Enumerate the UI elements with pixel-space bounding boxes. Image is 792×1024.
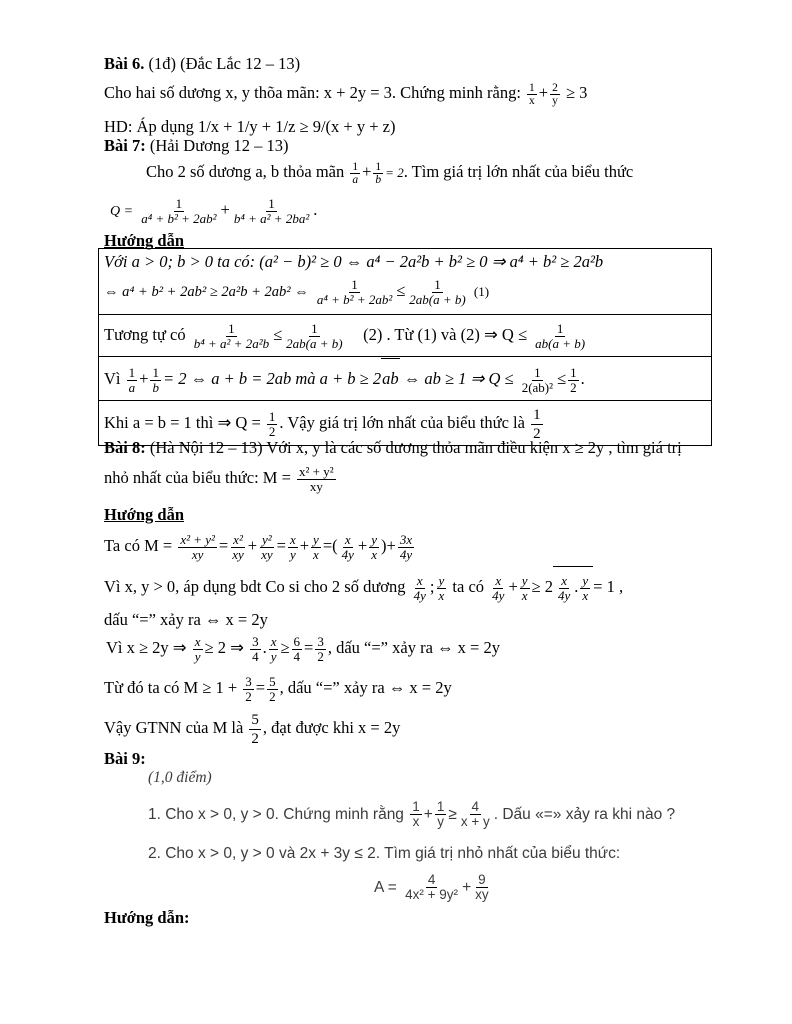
- line-text: , đạt được khi x = 2y: [262, 718, 401, 737]
- bai8-line1: Ta có M = $\frac{\text{x² + y²}}{xy}$ = $\frac{\text{x²}}{xy}$ + $\frac{\text{y²}}{xy}$ = $\frac{x}{y}$ + $\frac{y}{x}$ =( $\frac{x}{4y}$ + $\frac{y}{x}$ )+ $\frac{3x}{4y}$: [104, 531, 413, 562]
- fraction: [459, 800, 492, 829]
- numerator: y: [438, 572, 445, 588]
- numerator: x: [561, 572, 567, 588]
- operator: ≤: [273, 325, 283, 344]
- fraction: [150, 366, 161, 395]
- bai7-expression-q: Q = $\frac{1}{\text{a⁴ + b² + 2ab²}}$ + $\frac{1}{\text{b⁴ + a² + 2ba²}}$ .: [110, 195, 318, 226]
- numerator: x² + y²: [180, 531, 215, 547]
- fraction: [403, 873, 460, 902]
- numerator: 1: [556, 320, 564, 336]
- table-divider: [98, 400, 712, 401]
- fraction: [527, 82, 537, 107]
- denominator: b: [375, 173, 382, 186]
- numerator: x: [194, 633, 201, 649]
- numerator: y: [371, 531, 378, 547]
- denominator: a⁴ + b² + 2ab²: [141, 210, 217, 226]
- fraction: [398, 533, 414, 562]
- denominator: 2: [570, 379, 577, 395]
- denominator: 4y: [399, 546, 413, 562]
- numerator: 5: [251, 711, 259, 728]
- denominator: ab(a + b): [535, 335, 586, 351]
- bai7-heading: [104, 136, 289, 156]
- fraction: [520, 366, 555, 395]
- numerator: y²: [262, 531, 272, 547]
- bai6-statement-text: Cho hai số dương x, y thõa mãn: x + 2y = 3. Chứng minh rằng:: [104, 83, 521, 102]
- denominator: y: [270, 648, 277, 664]
- denominator: b: [152, 379, 159, 395]
- operator: ≤: [557, 369, 567, 388]
- fraction: [292, 635, 303, 664]
- denominator: x: [371, 546, 378, 562]
- fraction: [250, 635, 261, 664]
- fraction: [315, 278, 394, 307]
- numerator: 1: [268, 408, 276, 424]
- denominator: 2: [251, 730, 259, 747]
- fraction: [369, 533, 379, 562]
- numerator: x²: [233, 531, 243, 547]
- fraction: [407, 278, 467, 307]
- bai9-expression-a: A = $\frac{4}{\text{4x² + 9y²}}$ + $\frac{9}{xy}$: [374, 872, 489, 903]
- fraction: [259, 533, 275, 562]
- denominator: 4y: [557, 587, 571, 603]
- numerator: 3: [252, 633, 259, 649]
- sqrt-expression: $\frac{x}{4y}$ . $\frac{y}{x}$: [553, 566, 593, 607]
- line-text: 1. Cho x > 0, y > 0. Chứng minh rằng: [148, 806, 404, 823]
- numerator: 1: [152, 364, 159, 380]
- numerator: 1: [351, 276, 358, 292]
- a-label: A =: [374, 879, 397, 896]
- bai9-guide-heading: Hướng dẫn:: [104, 908, 190, 927]
- row-text: . Vậy giá trị lớn nhất của biểu thức là: [279, 413, 525, 432]
- fraction: [437, 574, 447, 603]
- denominator: 2: [268, 423, 276, 439]
- denominator: xy: [191, 546, 204, 562]
- q-label: Q =: [110, 204, 134, 219]
- numerator: x: [495, 572, 502, 588]
- denominator: 2: [533, 425, 541, 442]
- fraction: [193, 635, 203, 664]
- numerator: x² + y²: [299, 463, 334, 479]
- numerator: y: [313, 531, 319, 547]
- table-divider: [98, 356, 712, 357]
- statement-part: (Hà Nội 12 – 13) Với x, y là các số dương thỏa mãn điều kiện x ≥ 2y , tìm giá trị: [149, 438, 682, 457]
- fraction: [311, 533, 321, 562]
- denominator: 2ab(a + b): [286, 335, 343, 351]
- bai8-line6: [104, 708, 400, 748]
- denominator: y: [194, 648, 201, 664]
- denominator: x: [521, 587, 528, 603]
- fraction: [520, 574, 530, 603]
- numerator: 1: [412, 799, 420, 815]
- fraction: [284, 322, 344, 351]
- row-text: (2) . Từ (1) và (2) ⇒ Q ≤: [363, 325, 528, 344]
- fraction: [350, 161, 360, 186]
- numerator: 6: [293, 633, 301, 649]
- fraction: [315, 635, 326, 664]
- line-text: Vì x, y > 0, áp dụng bdt Co si cho 2 số dương: [104, 577, 406, 596]
- numerator: x: [289, 531, 296, 547]
- bai6-statement: Cho hai số dương x, y thõa mãn: x + 2y = 3. Chứng minh rằng: $\frac{1}{x}$ + $\frac{2}{y}$ ≥ 3: [104, 81, 588, 107]
- row-text: ⇔ ab ≥ 1 ⇒ Q ≤: [403, 369, 514, 388]
- denominator: y: [289, 546, 296, 562]
- line-text: , dấu “=” xảy ra ⇔ x = 2y: [327, 638, 500, 657]
- bai8-line2: Vì x, y > 0, áp dụng bdt Co si cho 2 số dương $\frac{x}{4y}$ ; $\frac{y}{x}$ ta có $\frac{x}{4y}$ + $\frac{y}{x}$ ≥ 2 $\frac{x}{4y}$ . $\frac{y}{x}$ = 1 ,: [104, 566, 623, 607]
- fraction: [410, 800, 422, 829]
- denominator: a⁴ + b² + 2ab²: [316, 291, 393, 307]
- table-row: [104, 252, 603, 272]
- row-text: ⇔ a⁴ + b² + 2ab² ≥ 2a²b + 2ab² ⇔: [104, 284, 309, 300]
- bai6-hint: HD: Áp dụng 1/x + 1/y + 1/z ≥ 9/(x + y + z): [104, 117, 396, 136]
- denominator: x: [438, 587, 445, 603]
- fraction: [550, 82, 560, 107]
- denominator: x: [529, 94, 535, 107]
- line-text: . Dấu «=» xảy ra khi nào ?: [493, 806, 676, 823]
- line-text: Vì x ≥ 2y ⇒: [106, 638, 187, 657]
- numerator: 1: [529, 81, 535, 94]
- fraction: [127, 366, 138, 395]
- denominator: xy: [309, 478, 323, 494]
- fraction: [269, 635, 279, 664]
- row-text: Khi a = b = 1 thì ⇒ Q =: [104, 413, 261, 432]
- fraction: [373, 161, 383, 186]
- denominator: xy: [475, 887, 489, 903]
- fraction: [533, 322, 587, 351]
- denominator: 4: [252, 648, 259, 664]
- numerator: 4: [471, 799, 480, 815]
- numerator: 1: [434, 276, 441, 292]
- numerator: 1: [534, 364, 541, 380]
- line-text: ≥: [280, 638, 290, 657]
- numerator: y: [582, 572, 589, 588]
- row-text: Với a > 0; b > 0 ta có: (a² − b)² ≥ 0 ⇔ a⁴ − 2a²b + b² ≥ 0 ⇒ a⁴ + b² ≥ 2a²b: [104, 252, 604, 271]
- numerator: y: [521, 572, 528, 588]
- fraction: [490, 574, 506, 603]
- numerator: 4: [427, 872, 436, 888]
- denominator: 4y: [413, 587, 426, 603]
- bai8-statement-line2: [104, 460, 338, 496]
- statement-part: . Tìm giá trị lớn nhất của biểu thức: [403, 162, 634, 181]
- fraction: [288, 533, 298, 562]
- bai7-guide-heading: Hướng dẫn: [104, 231, 185, 250]
- fraction: [267, 675, 278, 704]
- bai6-points: (1đ) (Đắc Lắc 12 – 13): [148, 54, 301, 73]
- row-text: Tương tự có: [104, 325, 186, 344]
- bai8-line5: Từ đó ta có M ≥ 1 + $\frac{3}{2}$ = $\frac{5}{2}$ , dấu “=” xảy ra ⇔ x = 2y: [104, 673, 452, 704]
- numerator: 3: [317, 633, 324, 649]
- numerator: x: [416, 572, 423, 588]
- numerator: 1: [570, 364, 577, 380]
- bai9-points: (1,0 điểm): [148, 769, 212, 786]
- fraction: [232, 197, 311, 226]
- row-text: .: [580, 369, 585, 388]
- denominator: 2: [245, 688, 252, 704]
- denominator: y: [552, 94, 558, 107]
- denominator: 4: [293, 648, 301, 664]
- bai9-part2: 2. Cho x > 0, y > 0 và 2x + 3y ≤ 2. Tìm giá trị nhỏ nhất của biểu thức:: [148, 845, 621, 862]
- denominator: 2(ab)²: [521, 379, 554, 395]
- denominator: a: [128, 379, 136, 395]
- bai7-statement: Cho 2 số dương a, b thỏa mãn $\frac{1}{a}$ + $\frac{1}{b}$ = 2. Tìm giá trị lớn nhất của biểu thức: [146, 160, 634, 186]
- bai8-statement-line1: [104, 438, 682, 458]
- inequality-tail: ≥ 3: [565, 83, 588, 102]
- numerator: 5: [269, 673, 276, 689]
- fraction: [192, 322, 271, 351]
- fraction: [473, 873, 491, 902]
- bai6-heading: [104, 54, 300, 74]
- denominator: xy: [261, 546, 273, 562]
- numerator: 1: [128, 364, 136, 380]
- statement-part: Cho 2 số dương a, b thỏa mãn: [146, 162, 345, 181]
- sqrt-radicand: ab: [381, 358, 400, 399]
- numerator: 1: [375, 160, 382, 173]
- denominator: 2: [317, 648, 324, 664]
- fraction: [340, 533, 356, 562]
- denominator: b⁴ + a² + 2ba²: [233, 210, 310, 226]
- fraction: [412, 574, 428, 603]
- fraction: [568, 366, 579, 395]
- table-row: [104, 272, 489, 311]
- denominator: 2: [269, 688, 276, 704]
- bai7-title: Bài 7:: [104, 136, 146, 155]
- numerator: x: [344, 531, 351, 547]
- denominator: x: [313, 546, 319, 562]
- bai9-title: Bài 9:: [104, 749, 146, 768]
- numerator: 9: [478, 872, 486, 888]
- line-text: ≥ 2 ⇒: [204, 638, 244, 657]
- fraction: [139, 197, 218, 226]
- numerator: x: [270, 633, 277, 649]
- denominator: a: [352, 173, 359, 186]
- denominator: b⁴ + a² + 2a²b: [193, 335, 270, 351]
- fraction: [249, 711, 261, 748]
- numerator: 1: [175, 195, 183, 211]
- numerator: 1: [228, 320, 235, 336]
- numerator: 1: [436, 799, 445, 815]
- numerator: 1: [533, 406, 541, 423]
- table-row: Vì $\frac{1}{a}$ + $\frac{1}{b}$ = 2 ⇔ a + b = 2ab mà a + b ≥ 2ab ⇔ ab ≥ 1 ⇒ Q ≤ $\frac{1}{\text{2(ab)²}}$ ≤ $\frac{1}{2}$ .: [104, 358, 585, 399]
- bai8-title: Bài 8:: [104, 438, 146, 457]
- bai7-source: (Hải Dương 12 – 13): [149, 136, 289, 155]
- bai9-part1: 1. Cho x > 0, y > 0. Chứng minh rằng $\frac{1}{x}$ + $\frac{1}{y}$ ≥ $\frac{4}{x + y}$ . Dấu «=» xảy ra khi nào ?: [148, 799, 676, 830]
- condition-tail: = 2: [385, 165, 404, 180]
- denominator: 2ab(a + b): [409, 291, 466, 307]
- denominator: 4y: [492, 587, 505, 603]
- numerator: 1: [311, 320, 318, 336]
- fraction: [243, 675, 254, 704]
- equation-tag: (1): [473, 284, 490, 299]
- line-text: = 1 ,: [593, 577, 624, 596]
- fraction: [435, 800, 447, 829]
- fraction: [178, 533, 217, 562]
- line-text: , dấu “=” xảy ra ⇔ x = 2y: [279, 678, 452, 697]
- line-text: Vậy GTNN của M là: [104, 718, 244, 737]
- denominator: x: [412, 814, 420, 830]
- line-text: Ta có M =: [104, 536, 173, 555]
- line-text: ≥ 2: [531, 577, 553, 596]
- table-row: [104, 316, 589, 354]
- row-text: Vì: [104, 369, 121, 388]
- fraction: [580, 574, 590, 603]
- bai6-title: Bài 6.: [104, 54, 145, 73]
- numerator: 3x: [399, 531, 413, 547]
- fraction: [556, 574, 572, 603]
- bai8-line4: Vì x ≥ 2y ⇒ $\frac{x}{y}$ ≥ 2 ⇒ $\frac{3}{4}$ . $\frac{x}{y}$ ≥ $\frac{6}{4}$ = $\frac{3}{2}$ , dấu “=” xảy ra ⇔ x = 2y: [106, 633, 500, 664]
- denominator: 4y: [341, 546, 354, 562]
- denominator: x: [582, 587, 589, 603]
- operator: ≥: [448, 806, 457, 823]
- table-divider: [98, 314, 712, 315]
- denominator: xy: [232, 546, 244, 562]
- fraction: [267, 410, 278, 439]
- line-text: ta có: [452, 577, 485, 596]
- bai8-line3: dấu “=” xảy ra ⇔ x = 2y: [104, 610, 268, 629]
- numerator: 1: [268, 195, 275, 211]
- bai8-guide-heading: Hướng dẫn: [104, 505, 185, 524]
- denominator: 4x² + 9y²: [405, 887, 459, 903]
- row-text: = 2 ⇔ a + b = 2ab mà a + b ≥ 2: [162, 369, 382, 388]
- statement-part: nhỏ nhất của biểu thức: M =: [104, 468, 291, 487]
- numerator: 3: [245, 673, 252, 689]
- numerator: 1: [352, 160, 359, 173]
- fraction: [230, 533, 246, 562]
- numerator: 2: [552, 81, 558, 94]
- line-text: Từ đó ta có M ≥ 1 +: [104, 678, 238, 697]
- denominator: y: [437, 814, 444, 830]
- operator: ≤: [396, 281, 406, 300]
- denominator: x + y: [460, 814, 490, 830]
- fraction: [297, 465, 336, 494]
